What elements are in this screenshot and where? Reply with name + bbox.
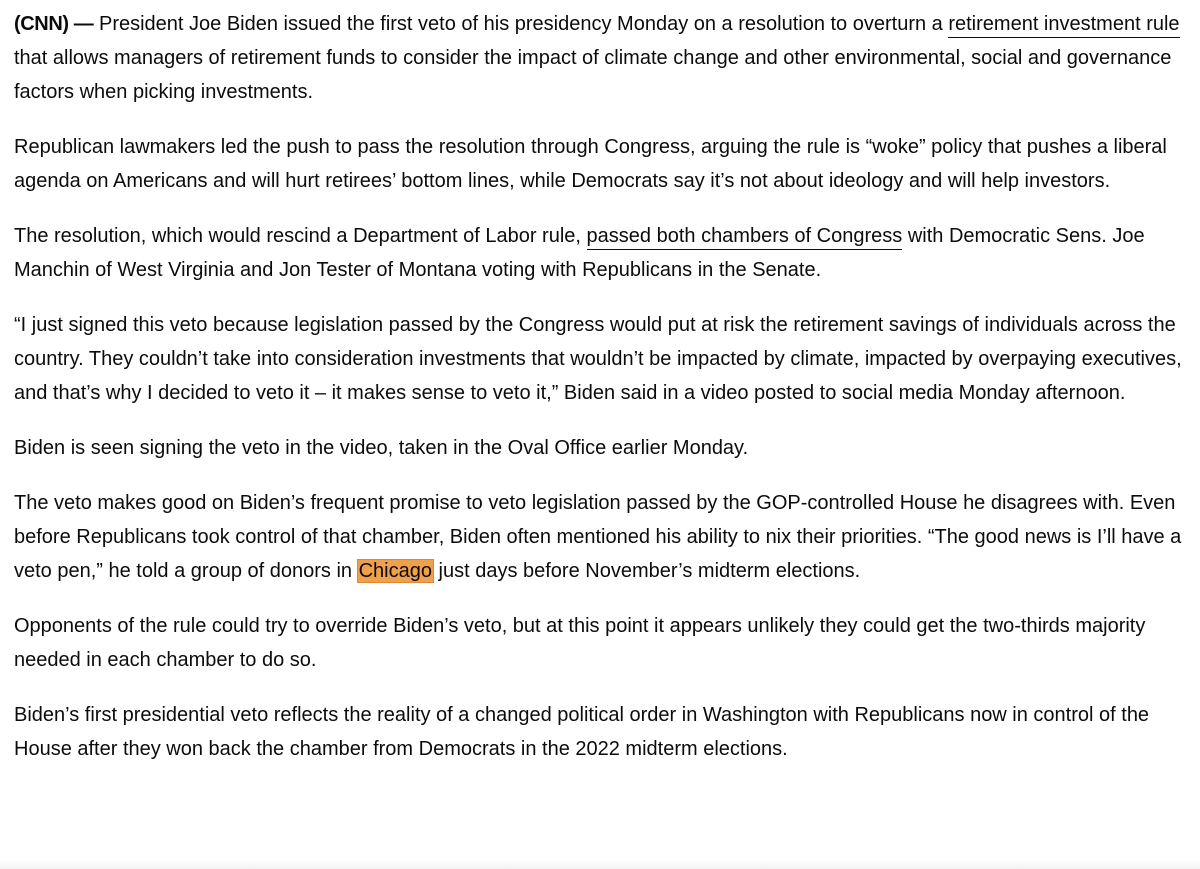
source-dateline: (CNN) — [14, 13, 94, 35]
highlighted-word[interactable]: Chicago [358, 560, 432, 582]
passed-both-chambers-link[interactable]: passed both chambers of Congress [587, 225, 903, 250]
article-body [14, 7, 1190, 787]
paragraph-3 [14, 219, 1190, 287]
paragraph-8: Biden’s first presidential veto reflects the reality of a changed political order in Washington with Republicans now in control of the House after they won back the chamber from Democrats in the 2022 midterm elections. [14, 704, 1150, 760]
paragraph-2: Republican lawmakers led the push to pass the resolution through Congress, arguing the rule is “woke” policy that pushes a liberal agenda on Americans and will hurt retirees’ bottom lines, while Democrats say it’s not about ideology and will help investors. [14, 136, 1167, 192]
paragraph-1 [14, 7, 1190, 109]
paragraph-1-text-after: that allows managers of retirement funds to consider the impact of climate change and other environmental, social and governance factors when picking investments. [14, 47, 1172, 103]
paragraph-4: “I just signed this veto because legislation passed by the Congress would put at risk the retirement savings of individuals across the country. They couldn’t take into consideration investments that wouldn’t be impacted by climate, impacted by overpaying executives, and that’s why I decided to veto it – it makes sense to veto it,” Biden said in a video posted to social media Monday afternoon. [14, 314, 1182, 404]
paragraph-6-text-after: just days before November’s midterm elections. [432, 560, 861, 582]
retirement-investment-rule-link[interactable]: retirement investment rule [948, 13, 1179, 38]
bottom-fade [0, 859, 1200, 869]
paragraph-3-text-before: The resolution, which would rescind a Department of Labor rule, [14, 225, 587, 247]
paragraph-6 [14, 486, 1190, 588]
paragraph-5: Biden is seen signing the veto in the video, taken in the Oval Office earlier Monday. [14, 437, 749, 459]
paragraph-6-text-before: The veto makes good on Biden’s frequent promise to veto legislation passed by the GOP-controlled House he disagrees with. Even before Republicans took control of that chamber, Biden often mentioned his ability to nix their priorities. “The good news is I’ll have a veto pen,” he told a group of donors in [14, 492, 1182, 582]
paragraph-7: Opponents of the rule could try to override Biden’s veto, but at this point it appears unlikely they could get the two-thirds majority needed in each chamber to do so. [14, 615, 1146, 671]
paragraph-1-text-before: President Joe Biden issued the first veto of his presidency Monday on a resolution to overturn a [93, 13, 949, 35]
paragraph-3-text-after: with Democratic Sens. Joe Manchin of West Virginia and Jon Tester of Montana voting with Republicans in the Senate. [14, 225, 1145, 281]
